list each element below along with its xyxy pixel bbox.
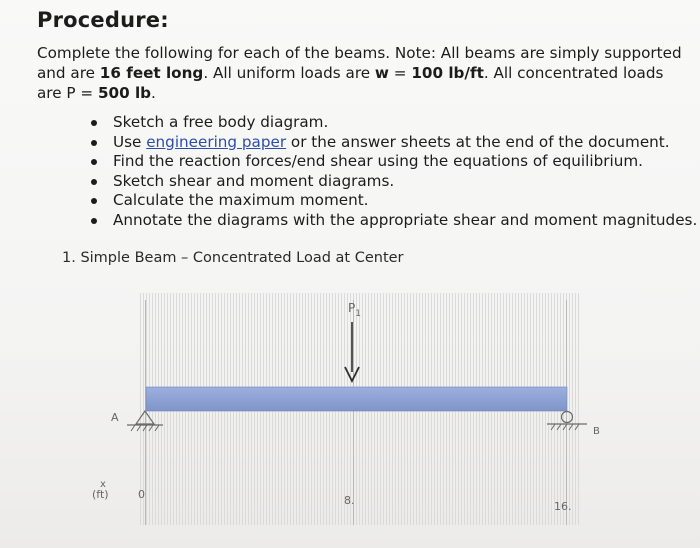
- intro-text-2: . All uniform loads are: [203, 64, 375, 82]
- beam-length: 16 feet long: [99, 64, 204, 82]
- step-max-moment: Calculate the maximum moment.: [113, 191, 369, 209]
- intro-equals-2: =: [75, 84, 98, 102]
- intro-text-4: .: [151, 84, 156, 102]
- load-label: $P_1$: [348, 301, 361, 319]
- step-free-body: Sketch a free body diagram.: [113, 113, 329, 131]
- axis-unit-label: (ft): [92, 488, 109, 501]
- problem-number: 1.: [62, 250, 76, 266]
- beam: [146, 387, 567, 411]
- step-reactions: Find the reaction forces/end shear using the equations of equilibrium.: [113, 152, 643, 170]
- uniform-load-symbol: w: [374, 64, 389, 82]
- uniform-load-value: 100 lb/ft: [411, 64, 484, 82]
- procedure-heading: Procedure:: [37, 8, 169, 32]
- engineering-paper-link[interactable]: engineering paper: [146, 132, 287, 151]
- step-use-pre: Use: [113, 132, 147, 151]
- step-annotate: Annotate the diagrams with the appropriate shear and moment magnitudes.: [113, 210, 698, 229]
- step-use-post: or the answer sheets at the end of the document.: [286, 132, 670, 151]
- axis-x-label: x: [100, 479, 106, 490]
- problem-title-text: Simple Beam – Concentrated Load at Center: [80, 250, 404, 266]
- tick-8: 8.: [344, 494, 355, 507]
- support-right-label: B: [593, 426, 600, 437]
- support-left-label: A: [111, 411, 119, 424]
- intro-text-3: . All concentrated loads are P: [37, 64, 664, 102]
- tick-0: 0: [138, 488, 145, 501]
- step-shear-moment: Sketch shear and moment diagrams.: [113, 171, 395, 190]
- concentrated-load-value: 500 lb: [97, 84, 152, 102]
- intro-text-1: Complete the following for each of the beams. Note: All beams are simply supported and are: [37, 44, 682, 82]
- tick-16: 16.: [554, 500, 572, 513]
- intro-equals-1: =: [388, 64, 412, 82]
